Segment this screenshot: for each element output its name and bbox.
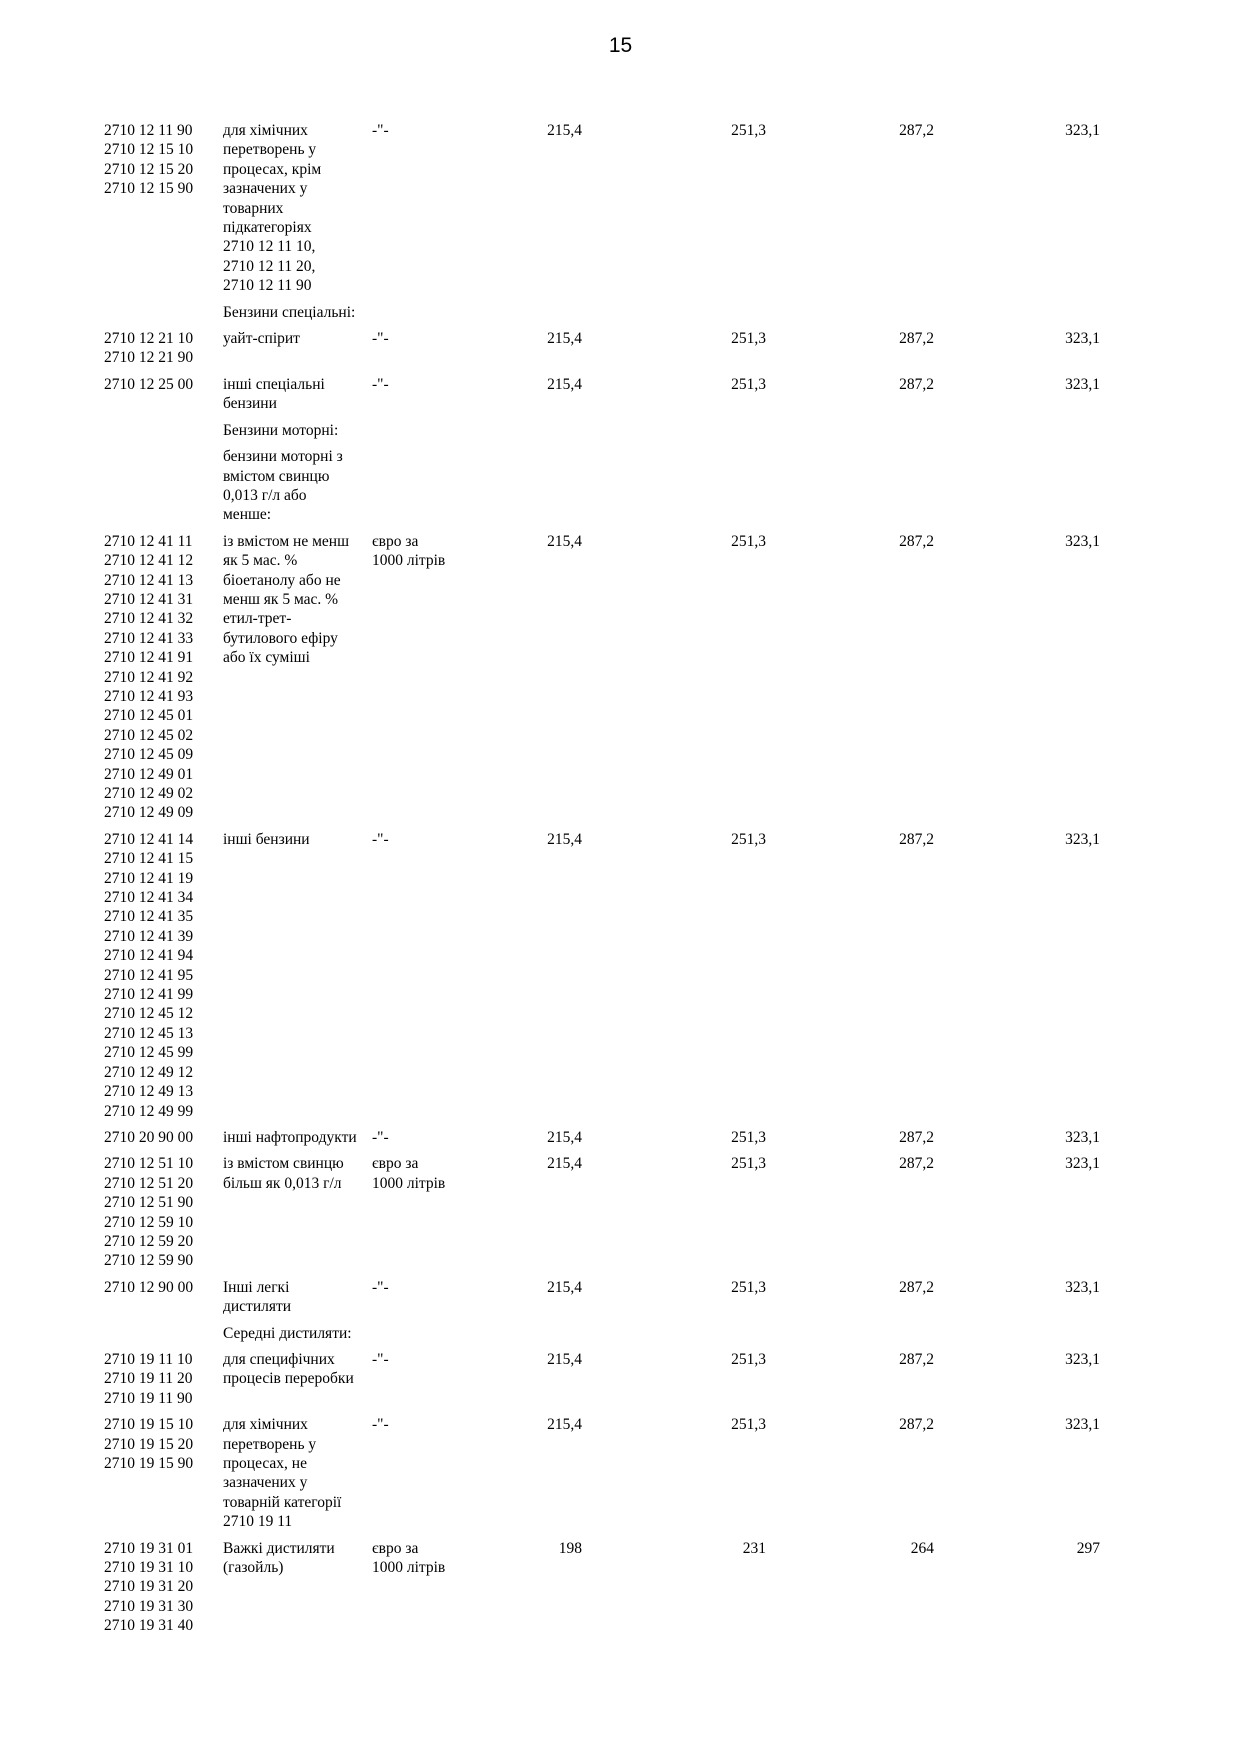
product-code: 2710 12 49 99 xyxy=(104,1102,194,1120)
product-description: інші бензини xyxy=(223,830,310,848)
product-codes xyxy=(104,1324,223,1350)
rate-value-4: 323,1 xyxy=(1065,375,1100,393)
product-code: 2710 12 41 99 xyxy=(104,986,194,1004)
empty-cell xyxy=(596,303,800,329)
table-row xyxy=(104,1350,1104,1415)
product-code: 2710 12 59 20 xyxy=(104,1232,194,1250)
rate-value-1: 215,4 xyxy=(547,1155,582,1173)
unit-of-measure: -"- xyxy=(372,1278,389,1296)
unit-of-measure: -"- xyxy=(372,1416,389,1434)
category-heading: Бензини спеціальні: xyxy=(223,303,356,321)
product-code: 2710 19 31 10 xyxy=(104,1559,194,1577)
table-row xyxy=(104,1539,1104,1643)
product-codes xyxy=(104,1128,223,1154)
empty-cell xyxy=(954,447,1104,532)
unit-of-measure: -"- xyxy=(372,830,389,848)
rate-value-2: 251,3 xyxy=(731,375,766,393)
product-code: 2710 12 25 00 xyxy=(104,375,194,393)
product-codes xyxy=(104,1154,223,1277)
rate-value-2: 251,3 xyxy=(731,1155,766,1173)
rate-value-1: 215,4 xyxy=(547,1416,582,1434)
unit-of-measure: євро за 1000 літрів xyxy=(372,1155,446,1192)
category-heading-row xyxy=(104,303,1104,329)
category-heading-row xyxy=(104,1324,1104,1350)
product-code: 2710 12 49 13 xyxy=(104,1083,194,1101)
unit-of-measure: -"- xyxy=(372,122,389,139)
product-codes xyxy=(104,830,223,1128)
product-description: Важкі дистиляти (газойль) xyxy=(223,1539,335,1577)
empty-cell xyxy=(596,1324,800,1350)
table-row xyxy=(104,1415,1104,1538)
rate-value-4: 323,1 xyxy=(1065,330,1100,348)
rate-value-1: 215,4 xyxy=(547,1350,582,1368)
product-code: 2710 12 59 90 xyxy=(104,1252,194,1270)
rate-value-2: 251,3 xyxy=(731,532,766,550)
product-code: 2710 19 31 40 xyxy=(104,1617,194,1635)
rate-value-4: 323,1 xyxy=(1065,1350,1100,1368)
product-codes xyxy=(104,421,223,447)
unit-of-measure: -"- xyxy=(372,330,389,348)
rate-value-3: 287,2 xyxy=(899,1278,934,1296)
rate-value-3: 287,2 xyxy=(899,122,934,139)
rate-value-2: 251,3 xyxy=(731,830,766,848)
product-code: 2710 12 41 15 xyxy=(104,850,194,868)
rate-value-2: 251,3 xyxy=(731,1416,766,1434)
product-code: 2710 12 41 91 xyxy=(104,649,194,667)
product-code: 2710 19 15 10 xyxy=(104,1416,194,1434)
product-description: для хімічних перетворень у процесах, не зазначених у товарній категорії 2710 19 11 xyxy=(223,1416,342,1531)
unit-of-measure: -"- xyxy=(372,375,389,393)
product-code: 2710 19 11 20 xyxy=(104,1370,193,1388)
product-code: 2710 12 41 92 xyxy=(104,668,194,686)
category-heading: Бензини моторні: xyxy=(223,421,339,439)
product-codes xyxy=(104,329,223,375)
product-code: 2710 12 21 10 xyxy=(104,330,194,348)
product-codes xyxy=(104,532,223,830)
product-code: 2710 12 51 90 xyxy=(104,1194,194,1212)
rate-value-3: 287,2 xyxy=(899,532,934,550)
product-code: 2710 12 41 13 xyxy=(104,571,194,589)
product-code: 2710 19 31 01 xyxy=(104,1539,194,1557)
unit-of-measure: євро за 1000 літрів xyxy=(372,532,446,570)
rate-value-1: 198 xyxy=(558,1539,582,1557)
rate-value-3: 287,2 xyxy=(899,330,934,348)
empty-cell xyxy=(462,303,596,329)
rate-value-2: 251,3 xyxy=(731,1350,766,1368)
unit-of-measure: євро за 1000 літрів xyxy=(372,1539,446,1577)
product-code: 2710 12 45 09 xyxy=(104,746,194,764)
empty-cell xyxy=(954,1324,1104,1350)
product-code: 2710 12 41 35 xyxy=(104,908,194,926)
rate-value-3: 287,2 xyxy=(899,1155,934,1173)
product-codes xyxy=(104,375,223,421)
rate-value-3: 287,2 xyxy=(899,1350,934,1368)
category-heading: бензини моторні з вмістом свинцю 0,013 г/л або менше: xyxy=(223,448,343,524)
rate-value-2: 251,3 xyxy=(731,1278,766,1296)
rate-value-2: 231 xyxy=(742,1539,766,1557)
rate-value-2: 251,3 xyxy=(731,122,766,139)
product-code: 2710 12 45 01 xyxy=(104,707,194,725)
rate-value-1: 215,4 xyxy=(547,532,582,550)
product-code: 2710 12 15 20 xyxy=(104,160,194,178)
product-code: 2710 12 41 93 xyxy=(104,687,194,705)
unit-of-measure: -"- xyxy=(372,1128,389,1146)
product-code: 2710 12 45 99 xyxy=(104,1044,194,1062)
rate-value-4: 323,1 xyxy=(1065,532,1100,550)
table-row xyxy=(104,830,1104,1128)
empty-cell xyxy=(800,303,954,329)
product-code: 2710 19 15 20 xyxy=(104,1435,194,1453)
rate-value-2: 251,3 xyxy=(731,330,766,348)
product-code: 2710 12 41 14 xyxy=(104,830,194,848)
product-description: із вмістом не менш як 5 мас. % біоетанолу або не менш як 5 мас. % етил-трет- бутилового ефіру або їх суміші xyxy=(223,532,350,667)
product-code: 2710 12 90 00 xyxy=(104,1278,194,1296)
product-code: 2710 12 49 09 xyxy=(104,804,194,822)
empty-cell xyxy=(462,421,596,447)
rate-value-1: 215,4 xyxy=(547,330,582,348)
category-heading-row xyxy=(104,421,1104,447)
page-number: 15 xyxy=(608,34,633,57)
empty-cell xyxy=(596,421,800,447)
product-codes xyxy=(104,1350,223,1415)
table-row xyxy=(104,375,1104,421)
rate-value-3: 287,2 xyxy=(899,1128,934,1146)
product-code: 2710 12 41 11 xyxy=(104,532,193,550)
product-description: інші нафтопродукти xyxy=(223,1128,357,1146)
product-code: 2710 12 49 12 xyxy=(104,1063,194,1081)
rate-value-4: 323,1 xyxy=(1065,122,1100,139)
product-description: для специфічних процесів переробки xyxy=(223,1350,354,1388)
empty-cell xyxy=(800,421,954,447)
product-code: 2710 12 41 12 xyxy=(104,552,194,570)
rate-value-4: 323,1 xyxy=(1065,830,1100,848)
product-code: 2710 12 51 20 xyxy=(104,1174,194,1192)
product-code: 2710 12 41 34 xyxy=(104,889,194,907)
table-row xyxy=(104,1278,1104,1324)
rate-value-4: 323,1 xyxy=(1065,1416,1100,1434)
rate-value-4: 297 xyxy=(1076,1539,1100,1557)
empty-cell xyxy=(800,447,954,532)
rate-value-1: 215,4 xyxy=(547,1128,582,1146)
product-code: 2710 19 31 30 xyxy=(104,1597,194,1615)
product-code: 2710 19 31 20 xyxy=(104,1578,194,1596)
empty-cell xyxy=(462,1324,596,1350)
rate-value-1: 215,4 xyxy=(547,375,582,393)
table-row xyxy=(104,1154,1104,1277)
empty-cell xyxy=(800,1324,954,1350)
unit-of-measure: -"- xyxy=(372,1350,389,1368)
product-code: 2710 12 41 39 xyxy=(104,927,194,945)
rate-value-4: 323,1 xyxy=(1065,1278,1100,1296)
rate-value-3: 287,2 xyxy=(899,830,934,848)
category-heading: Середні дистиляти: xyxy=(223,1324,352,1342)
product-codes xyxy=(104,447,223,532)
product-code: 2710 12 49 01 xyxy=(104,765,194,783)
rate-value-2: 251,3 xyxy=(731,1128,766,1146)
empty-cell xyxy=(954,421,1104,447)
product-code: 2710 20 90 00 xyxy=(104,1128,194,1146)
product-code: 2710 12 51 10 xyxy=(104,1155,194,1173)
product-description: інші спеціальні бензини xyxy=(223,375,325,413)
product-code: 2710 12 45 02 xyxy=(104,726,194,744)
product-code: 2710 12 41 94 xyxy=(104,947,194,965)
product-code: 2710 12 41 19 xyxy=(104,869,194,887)
product-code: 2710 12 41 33 xyxy=(104,629,194,647)
product-codes xyxy=(104,303,223,329)
product-codes xyxy=(104,121,223,303)
product-code: 2710 12 49 02 xyxy=(104,785,194,802)
product-code: 2710 19 11 90 xyxy=(104,1389,193,1407)
product-code: 2710 12 15 90 xyxy=(104,180,194,198)
rate-value-4: 323,1 xyxy=(1065,1155,1100,1173)
product-code: 2710 12 45 12 xyxy=(104,1005,194,1023)
product-code: 2710 12 41 31 xyxy=(104,590,194,608)
product-code: 2710 12 59 10 xyxy=(104,1213,194,1231)
empty-cell xyxy=(596,447,800,532)
product-code: 2710 12 41 32 xyxy=(104,610,194,628)
product-description: Інші легкі дистиляти xyxy=(223,1278,292,1316)
product-code: 2710 12 45 13 xyxy=(104,1024,194,1042)
empty-cell xyxy=(954,303,1104,329)
table-row xyxy=(104,532,1104,830)
product-description: уайт-спірит xyxy=(223,330,300,348)
product-description: для хімічних перетворень у процесах, крім зазначених у товарних підкатегоріях 2710 12 11 10, 2710 12 11 20, 2710 12 11 90 xyxy=(223,122,322,295)
rate-value-3: 287,2 xyxy=(899,375,934,393)
product-code: 2710 19 15 90 xyxy=(104,1455,194,1472)
rate-value-1: 215,4 xyxy=(547,1278,582,1296)
product-code: 2710 12 41 95 xyxy=(104,966,194,984)
product-description: із вмістом свинцю більш як 0,013 г/л xyxy=(223,1155,344,1192)
product-codes xyxy=(104,1415,223,1538)
category-heading-row xyxy=(104,447,1104,532)
table-row xyxy=(104,329,1104,375)
product-code: 2710 12 21 90 xyxy=(104,349,194,367)
product-codes xyxy=(104,1278,223,1324)
product-code: 2710 12 15 10 xyxy=(104,141,194,159)
empty-cell xyxy=(462,447,596,532)
rate-value-1: 215,4 xyxy=(547,122,582,139)
table-row xyxy=(104,1128,1104,1154)
rate-value-3: 264 xyxy=(910,1539,934,1557)
product-code: 2710 19 11 10 xyxy=(104,1350,193,1368)
excise-rates-table xyxy=(104,121,1104,1643)
product-code: 2710 12 11 90 xyxy=(104,122,193,139)
rate-value-1: 215,4 xyxy=(547,830,582,848)
rate-value-4: 323,1 xyxy=(1065,1128,1100,1146)
product-codes xyxy=(104,1539,223,1643)
rate-value-3: 287,2 xyxy=(899,1416,934,1434)
table-row xyxy=(104,121,1104,303)
